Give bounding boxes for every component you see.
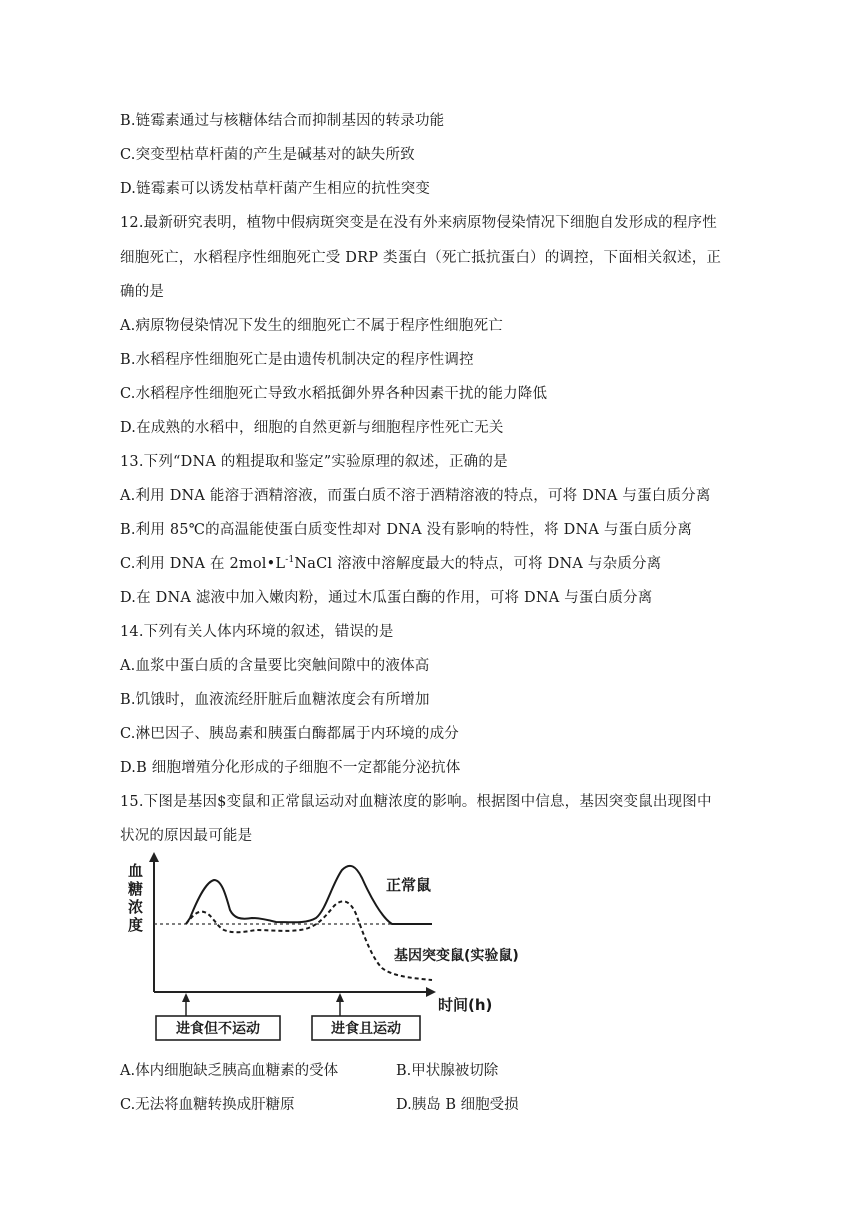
q14-stem: 14.下列有关人体内环境的叙述，错误的是: [120, 624, 394, 640]
q12-option-b: B.水稻程序性细胞死亡是由遗传机制决定的程序性调控: [120, 352, 474, 368]
figure-ylabel-4: 度: [128, 916, 144, 934]
q12-option-a: A.病原物侵染情况下发生的细胞死亡不属于程序性细胞死亡: [120, 318, 503, 334]
event2-label: 进食且运动: [331, 1021, 401, 1037]
q12-stem-line3: 确的是: [120, 284, 165, 300]
q13-option-c-sup: -1: [285, 555, 295, 566]
q13-stem: 13.下列“DNA 的粗提取和鉴定”实验原理的叙述，正确的是: [120, 454, 508, 470]
q14-option-b: B.饥饿时，血液流经肝脏后血糖浓度会有所增加: [120, 692, 430, 708]
figure-ylabel-3: 浓: [128, 898, 144, 916]
q14-option-a: A.血浆中蛋白质的含量要比突触间隙中的液体高: [120, 658, 430, 674]
q13-option-c-post: NaCl 溶液中溶解度最大的特点，可将 DNA 与杂质分离: [294, 556, 662, 572]
figure-ylabel-1: 血: [128, 862, 144, 880]
q15-stem-line1: 15.下图是基因$变鼠和正常鼠运动对血糖浓度的影响。根据图中信息，基因突变鼠出现图中: [120, 794, 712, 810]
q13-option-c-pre: C.利用 DNA 在 2mol•L: [120, 556, 286, 572]
event2-arrowhead: [336, 993, 344, 1002]
q12-stem-line1: 12.最新研究表明，植物中假病斑突变是在没有外来病原物侵染情况下细胞自发形成的程序性: [120, 215, 717, 231]
figure-x-arrow: [426, 987, 436, 997]
q13-option-b: B.利用 85℃的高温能使蛋白质变性却对 DNA 没有影响的特性，将 DNA 与蛋白质分离: [120, 522, 693, 538]
mutant-mouse-label: 基因突变鼠(实验鼠): [394, 948, 519, 964]
mutant-mouse-curve: [186, 901, 432, 980]
q15-option-d: D.胰岛 B 细胞受损: [396, 1097, 519, 1113]
q15-option-c: C.无法将血糖转换成肝糖原: [120, 1097, 295, 1113]
q13-option-a: A.利用 DNA 能溶于酒精溶液，而蛋白质不溶于酒精溶液的特点，可将 DNA 与蛋白质分离: [120, 488, 711, 504]
q12-stem-line2: 细胞死亡，水稻程序性细胞死亡受 DRP 类蛋白（死亡抵抗蛋白）的调控，下面相关叙述，正: [120, 250, 722, 266]
q14-option-d: D.B 细胞增殖分化形成的子细胞不一定都能分泌抗体: [120, 760, 461, 776]
normal-mouse-curve: [186, 866, 432, 924]
q13-option-c: [120, 554, 661, 574]
event1-arrowhead: [182, 993, 190, 1002]
q11-option-c: C.突变型枯草杆菌的产生是碱基对的缺失所致: [120, 147, 415, 163]
q14-option-c: C.淋巴因子、胰岛素和胰蛋白酶都属于内环境的成分: [120, 726, 459, 742]
figure-xlabel: 时间(h): [438, 996, 493, 1014]
q15-option-a: A.体内细胞缺乏胰高血糖素的受体: [120, 1063, 339, 1079]
event1-label: 进食但不运动: [176, 1021, 260, 1037]
q15-stem-line2: 状况的原因最可能是: [120, 828, 253, 844]
q13-option-d: D.在 DNA 滤液中加入嫩肉粉，通过木瓜蛋白酶的作用，可将 DNA 与蛋白质分离: [120, 590, 653, 606]
figure-y-arrow: [149, 852, 159, 862]
q11-option-d: D.链霉素可以诱发枯草杆菌产生相应的抗性突变: [120, 181, 431, 197]
q15-option-b: B.甲状腺被切除: [396, 1063, 499, 1079]
q12-option-d: D.在成熟的水稻中，细胞的自然更新与细胞程序性死亡无关: [120, 420, 504, 436]
normal-mouse-label: 正常鼠: [386, 876, 432, 894]
blood-glucose-figure: [120, 852, 560, 1042]
q12-option-c: C.水稻程序性细胞死亡导致水稻抵御外界各种因素干扰的能力降低: [120, 386, 548, 402]
q11-option-b: B.链霉素通过与核糖体结合而抑制基因的转录功能: [120, 113, 445, 129]
figure-ylabel-2: 糖: [128, 880, 144, 898]
